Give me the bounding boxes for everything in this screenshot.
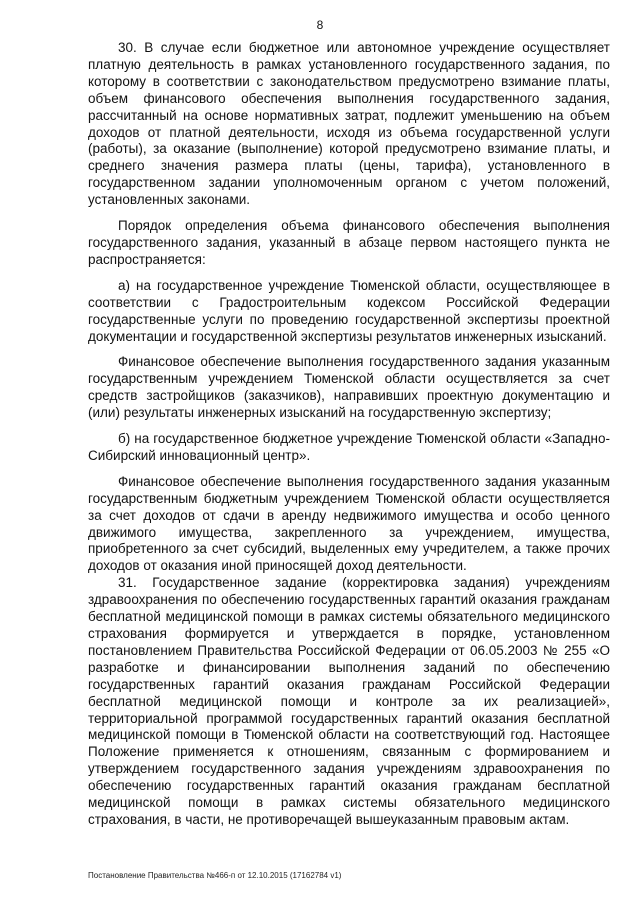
document-body [88, 40, 610, 829]
paragraph-procedure-exclusion: Порядок определения объема финансового обеспечения выполнения государственного задания, указанный в абзаце первом настоящего пункта не распространяется: [88, 218, 610, 267]
paragraph-30: 30. В случае если бюджетное или автономное учреждение осуществляет платную деятельность в рамках установленного государственного задания, по которому в соответствии с законодательством предусмотрено взимание платы, объем финансового обеспечения выполнения государственного задания, рассчитанный на основе нормативных затрат, подлежит уменьшению на объем доходов от платной деятельности, исходя из объема государственной услуги (работы), за оказание (выполнение) которой предусмотрено взимание платы, и среднего значения размера платы (цены, тарифа), установленного в государственном задании уполномоченным органом с учетом положений, установленных законами. [88, 40, 610, 208]
paragraph-financing-b: Финансовое обеспечение выполнения государственного задания указанным государственным бюджетным учреждением Тюменской области осуществляется за счет доходов от сдачи в аренду недвижимого имущества и особо ценного движимого имущества, закрепленного за учреждением, имущества, приобретенного за счет субсидий, выделенных ему учредителем, а также прочих доходов от оказания иной приносящей доход деятельности. [88, 473, 610, 574]
paragraph-item-a: а) на государственное учреждение Тюменской области, осуществляющее в соответствии с Градостроительным кодексом Российской Федерации государственные услуги по проведению государственной экспертизы проектной документации и государственной экспертизы результатов инженерных изысканий. [88, 277, 610, 344]
paragraph-31: 31. Государственное задание (корректировка задания) учреждениям здравоохранения по обеспечению государственных гарантий оказания гражданам бесплатной медицинской помощи в рамках системы обязательного медицинского страхования формируется и утверждается в порядке, установленном постановлением Правительства Российской Федерации от 06.05.2003 № 255 «О разработке и финансировании выполнения заданий по обеспечению государственных гарантий оказания гражданам Российской Федерации бесплатной медицинской помощи и контроле за их реализацией», территориальной программой государственных гарантий оказания бесплатной медицинской помощи в Тюменской области на соответствующий год. Настоящее Положение применяется к отношениям, связанным с формированием и утверждением государственного задания учреждениям здравоохранения по обеспечению государственных гарантий оказания гражданам бесплатной медицинской помощи в рамках системы обязательного медицинского страхования, в части, не противоречащей вышеуказанным правовым актам. [88, 575, 610, 827]
paragraph-financing-a: Финансовое обеспечение выполнения государственного задания указанным государственным учреждением Тюменской области осуществляется за счет средств застройщиков (заказчиков), направивших проектную документацию и (или) результаты инженерных изысканий на государственную экспертизу; [88, 354, 610, 421]
paragraph-item-b: б) на государственное бюджетное учреждение Тюменской области «Западно-Сибирский инновационный центр». [88, 431, 610, 463]
document-footer: Постановление Правительства №466-п от 12.10.2015 (17162784 v1) [88, 871, 342, 880]
page-number: 8 [316, 18, 324, 32]
